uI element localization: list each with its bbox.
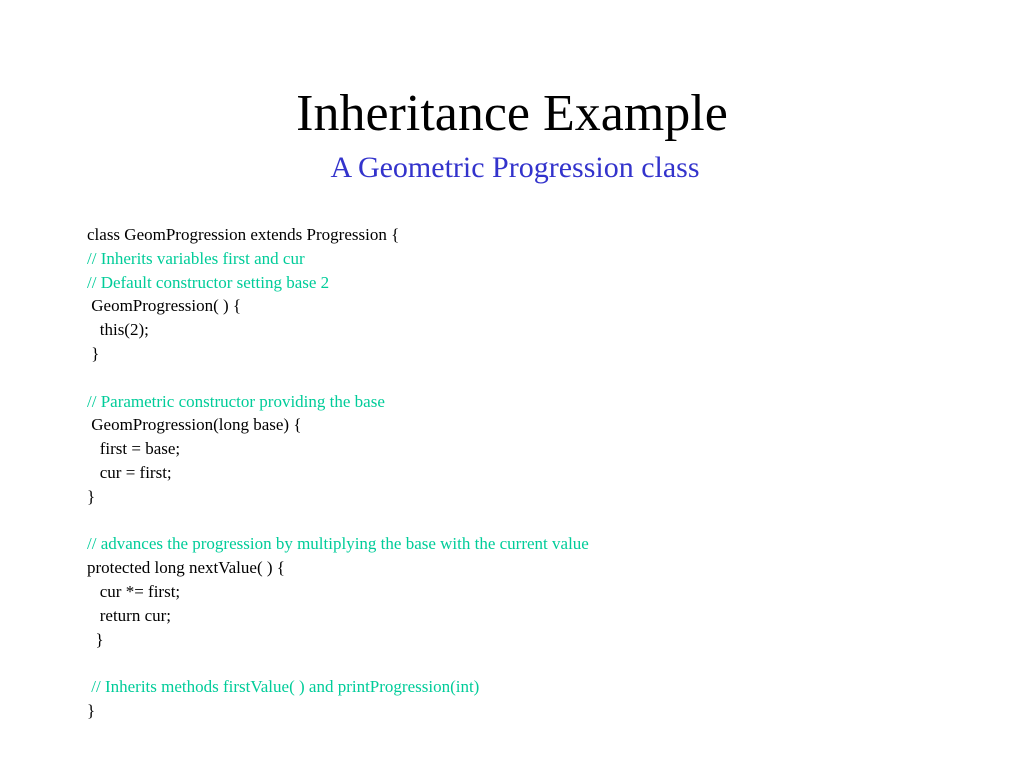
code-line: return cur; bbox=[87, 605, 172, 625]
slide-title: Inheritance Example bbox=[296, 85, 728, 142]
code-line: } bbox=[87, 700, 96, 720]
code-line: protected long nextValue( ) { bbox=[87, 558, 285, 578]
code-comment-line: // Parametric constructor providing the base bbox=[87, 391, 385, 411]
code-blank-line bbox=[87, 651, 987, 675]
code-comment-line: // Default constructor setting base 2 bbox=[87, 272, 330, 292]
code-comment-line: // Inherits variables first and cur bbox=[87, 248, 305, 268]
code-line: this(2); bbox=[87, 320, 149, 340]
code-line: GeomProgression( ) { bbox=[87, 296, 242, 316]
code-blank-line bbox=[87, 366, 987, 390]
code-blank-line bbox=[87, 509, 987, 533]
code-line: cur *= first; bbox=[87, 581, 181, 601]
code-line: } bbox=[87, 343, 100, 363]
code-line: cur = first; bbox=[87, 462, 172, 482]
slide-subtitle: A Geometric Progression class bbox=[330, 151, 700, 184]
code-comment-line: // advances the progression by multiplying the base with the current value bbox=[87, 534, 589, 554]
code-line: first = base; bbox=[87, 439, 181, 459]
code-line: GeomProgression(long base) { bbox=[87, 415, 302, 435]
code-line: class GeomProgression extends Progression { bbox=[87, 225, 400, 244]
code-line: } bbox=[87, 629, 104, 649]
code-comment-line: // Inherits methods firstValue( ) and printProgression(int) bbox=[87, 677, 480, 697]
code-block bbox=[87, 223, 987, 723]
code-line: } bbox=[87, 486, 96, 506]
